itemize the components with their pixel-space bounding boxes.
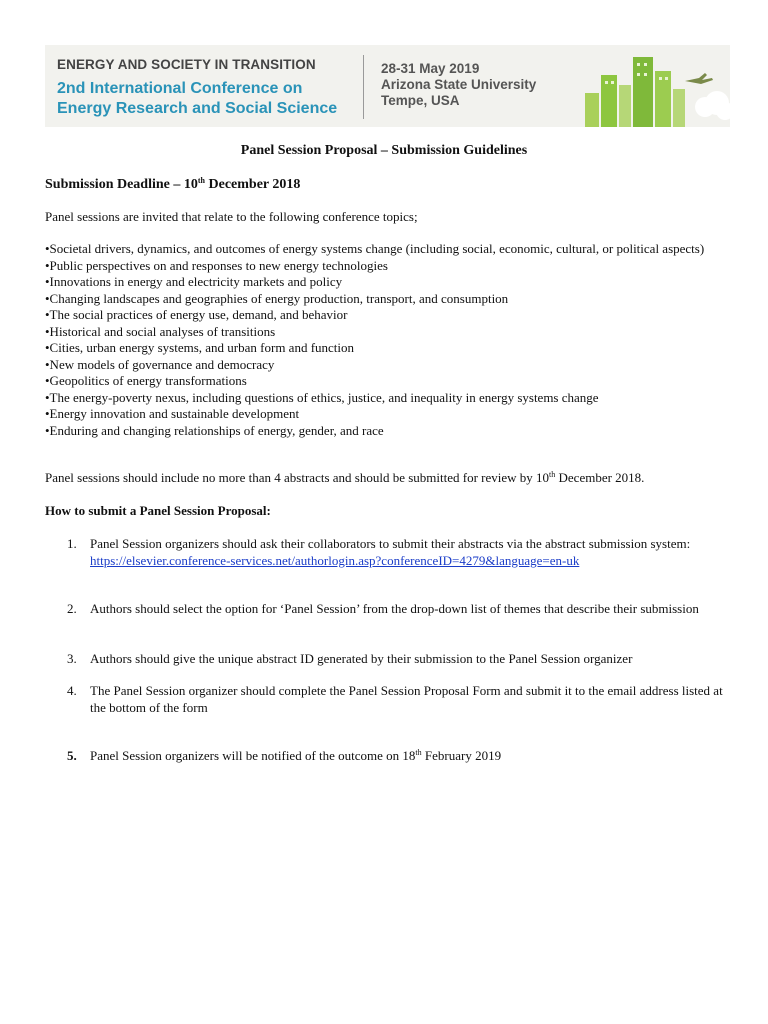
- step-number: 4.: [67, 683, 77, 698]
- banner-event-info: [381, 61, 536, 109]
- step-item: [45, 748, 725, 765]
- banner-subtitle-line2: Energy Research and Social Science: [57, 100, 338, 117]
- banner-subtitle: [57, 79, 337, 119]
- banner-date: 28-31 May 2019: [381, 61, 480, 76]
- document-title: Panel Session Proposal – Submission Guidelines: [240, 143, 528, 158]
- step-text: The Panel Session organizer should complete the Panel Session Proposal Form and submit it to the email address listed at the bottom of the form: [90, 683, 723, 715]
- step-item: [45, 683, 725, 716]
- city-skyline-illustration: [565, 45, 730, 127]
- topic-item: •The energy-poverty nexus, including questions of ethics, justice, and inequality in energy systems change: [45, 389, 599, 405]
- step-item: [45, 601, 725, 618]
- banner-subtitle-line1: 2nd International Conference on: [57, 80, 303, 97]
- deadline-prefix: Submission Deadline – 10: [45, 177, 198, 192]
- limit-sup: th: [549, 470, 556, 479]
- topic-item: •Societal drivers, dynamics, and outcomes of energy systems change (including social, economic, cultural, or political aspects): [45, 241, 705, 256]
- banner-venue: Arizona State University: [381, 77, 537, 92]
- step-number: 3.: [67, 651, 77, 666]
- topic-list: [45, 241, 735, 439]
- howto-heading: How to submit a Panel Session Proposal:: [45, 503, 271, 518]
- topic-item: •Energy innovation and sustainable development: [45, 406, 300, 421]
- step5-suffix: February 2019: [421, 748, 502, 763]
- step-text: Authors should give the unique abstract ID generated by their submission to the Panel Session organizer: [90, 651, 633, 666]
- limit-suffix: December 2018.: [555, 470, 645, 485]
- limit-prefix: Panel sessions should include no more than 4 abstracts and should be submitted for review by 10: [45, 470, 550, 485]
- abstract-submission-link[interactable]: https://elsevier.conference-services.net/authorlogin.asp?conferenceID=4279&language=en-uk: [90, 552, 580, 568]
- topic-item: •Historical and social analyses of transitions: [45, 323, 276, 339]
- step-number: 5.: [67, 748, 77, 763]
- deadline-sup: th: [197, 176, 205, 185]
- deadline-suffix: December 2018: [205, 177, 301, 192]
- step-item: [45, 651, 725, 668]
- step5-sup: th: [415, 748, 422, 757]
- step5-prefix: Panel Session organizers will be notified of the outcome on 18: [90, 748, 416, 763]
- topic-item: •Changing landscapes and geographies of energy production, transport, and consumption: [45, 290, 509, 306]
- step-text: Panel Session organizers should ask their collaborators to submit their abstracts via the abstract submission system:: [90, 536, 691, 551]
- topic-item: •Geopolitics of energy transformations: [45, 373, 247, 388]
- topic-item: •The social practices of energy use, demand, and behavior: [45, 307, 348, 322]
- step-text: [90, 748, 725, 765]
- topic-item: •Innovations in energy and electricity markets and policy: [45, 274, 343, 289]
- topic-item: •Enduring and changing relationships of energy, gender, and race: [45, 422, 384, 438]
- step-text: Authors should select the option for ‘Panel Session’ from the drop-down list of themes that describe their submission: [90, 601, 699, 616]
- intro-paragraph: Panel sessions are invited that relate to the following conference topics;: [45, 209, 418, 224]
- submission-deadline: [45, 177, 300, 193]
- banner-title: ENERGY AND SOCIETY IN TRANSITION: [57, 57, 316, 72]
- topic-item: •Public perspectives on and responses to new energy technologies: [45, 257, 388, 273]
- topic-item: •Cities, urban energy systems, and urban form and function: [45, 340, 355, 355]
- banner-text-block: [45, 45, 363, 127]
- abstract-limit-paragraph: [45, 470, 735, 487]
- step-number: 1.: [67, 536, 77, 551]
- banner-location: Tempe, USA: [381, 93, 460, 108]
- topic-item: •New models of governance and democracy: [45, 356, 275, 372]
- conference-banner: [45, 45, 730, 127]
- step-item: [45, 536, 725, 569]
- banner-divider: [363, 55, 364, 119]
- step-number: 2.: [67, 601, 77, 616]
